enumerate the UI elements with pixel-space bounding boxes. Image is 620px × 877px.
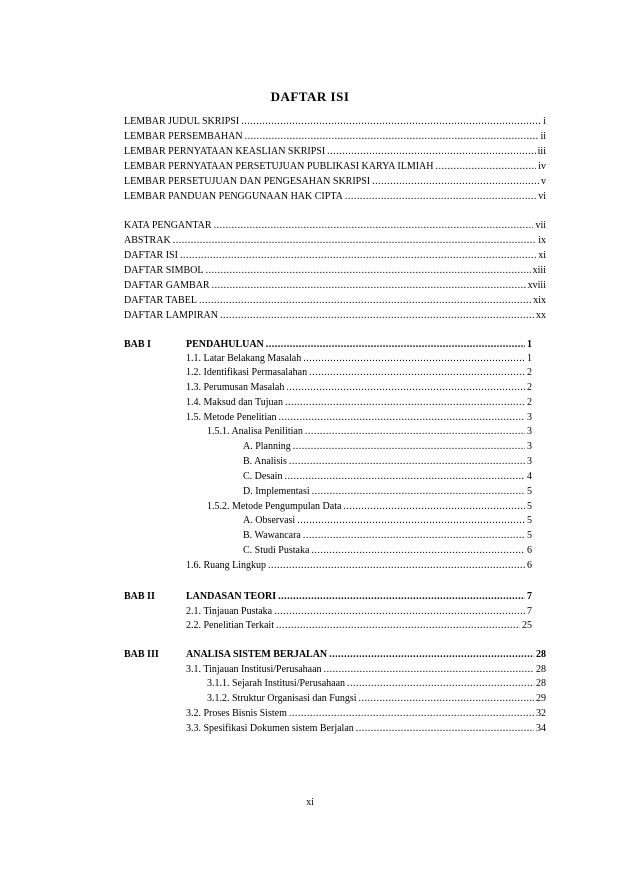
toc-label: LEMBAR JUDUL SKRIPSI: [124, 116, 240, 127]
toc-entry[interactable]: [124, 175, 546, 188]
toc-entry[interactable]: [243, 455, 532, 468]
dot-leader: [289, 455, 525, 468]
toc-page: 34: [536, 723, 546, 734]
toc-entry[interactable]: [124, 279, 546, 292]
toc-label: ABSTRAK: [124, 235, 171, 246]
chapter-heading[interactable]: [186, 338, 532, 351]
toc-page: 6: [527, 545, 532, 556]
toc-entry[interactable]: [207, 500, 532, 513]
page-title: DAFTAR ISI: [270, 89, 350, 104]
toc-page: 4: [527, 471, 532, 482]
toc-page: ii: [540, 131, 546, 142]
dot-leader: [303, 352, 525, 365]
toc-entry[interactable]: [124, 130, 546, 143]
dot-leader: [324, 663, 534, 676]
toc-entry[interactable]: [207, 425, 532, 438]
dot-leader: [279, 411, 525, 424]
dot-leader: [241, 115, 541, 128]
dot-leader: [305, 425, 525, 438]
dot-leader: [268, 559, 525, 572]
toc-page: 3: [527, 456, 532, 467]
toc-entry[interactable]: [207, 677, 546, 690]
toc-label: D. Implementasi: [243, 486, 310, 497]
toc-page: xi: [538, 250, 546, 261]
toc-label: 3.1. Tinjauan Institusi/Perusahaan: [186, 664, 322, 675]
dot-leader: [436, 160, 537, 173]
toc-label: 3.2. Proses Bisnis Sistem: [186, 708, 287, 719]
toc-entry[interactable]: [124, 219, 546, 232]
toc-page: 7: [527, 591, 532, 602]
toc-entry[interactable]: [243, 514, 532, 527]
toc-entry[interactable]: [186, 722, 546, 735]
dot-leader: [293, 440, 525, 453]
dot-leader: [285, 396, 525, 409]
toc-entry[interactable]: [124, 115, 546, 128]
toc-label: LEMBAR PERNYATAAN PERSETUJUAN PUBLIKASI KARYA ILMIAH: [124, 161, 434, 172]
toc-label: 3.1.1. Sejarah Institusi/Perusahaan: [207, 678, 346, 689]
toc-page: xviii: [527, 280, 546, 291]
toc-page: 25: [522, 620, 532, 631]
dot-leader: [359, 692, 534, 705]
toc-label: A. Observasi: [243, 515, 296, 526]
toc-label: 1.3. Perumusan Masalah: [186, 382, 285, 393]
dot-leader: [343, 500, 525, 513]
toc-entry[interactable]: [243, 485, 532, 498]
toc-page: vi: [538, 191, 546, 202]
chapter-number: BAB I: [124, 339, 151, 350]
toc-label: LEMBAR PERSETUJUAN DAN PENGESAHAN SKRIPSI: [124, 176, 371, 187]
toc-entry[interactable]: [124, 190, 546, 203]
toc-entry[interactable]: [186, 366, 532, 379]
dot-leader: [286, 381, 525, 394]
dot-leader: [356, 722, 534, 735]
toc-label: LEMBAR PERSEMBAHAN: [124, 131, 243, 142]
toc-page: 7: [527, 606, 532, 617]
toc-entry[interactable]: [186, 381, 532, 394]
toc-entry[interactable]: [124, 294, 546, 307]
dot-leader: [303, 529, 525, 542]
dot-leader: [311, 544, 525, 557]
toc-entry[interactable]: [186, 619, 532, 632]
toc-label: 2.1. Tinjauan Pustaka: [186, 606, 273, 617]
toc-entry[interactable]: [243, 544, 532, 557]
toc-page: xx: [536, 310, 546, 321]
toc-label: LEMBAR PANDUAN PENGGUNAAN HAK CIPTA: [124, 191, 343, 202]
toc-label: B. Wawancara: [243, 530, 301, 541]
page-number: xi: [306, 797, 314, 808]
toc-page: 2: [527, 397, 532, 408]
toc-page: iii: [537, 146, 546, 157]
toc-entry[interactable]: [124, 309, 546, 322]
toc-page: 2: [527, 367, 532, 378]
dot-leader: [173, 234, 537, 247]
toc-entry[interactable]: [124, 264, 546, 277]
toc-entry[interactable]: [243, 470, 532, 483]
chapter-heading[interactable]: [186, 648, 546, 661]
toc-page: 29: [536, 693, 546, 704]
toc-entry[interactable]: [186, 411, 532, 424]
toc-page: iv: [538, 161, 546, 172]
toc-page: 5: [527, 515, 532, 526]
toc-label: DAFTAR ISI: [124, 250, 178, 261]
toc-label: B. Analisis: [243, 456, 287, 467]
dot-leader: [199, 294, 531, 307]
dot-leader: [327, 145, 535, 158]
toc-entry[interactable]: [186, 605, 532, 618]
dot-leader: [309, 366, 525, 379]
toc-page: xix: [533, 295, 546, 306]
toc-label: A. Planning: [243, 441, 291, 452]
toc-entry[interactable]: [186, 663, 546, 676]
toc-entry[interactable]: [186, 396, 532, 409]
dot-leader: [266, 338, 525, 351]
dot-leader: [345, 190, 536, 203]
dot-leader: [347, 677, 534, 690]
dot-leader: [206, 264, 531, 277]
dot-leader: [220, 309, 534, 322]
toc-entry[interactable]: [124, 234, 546, 247]
dot-leader: [212, 279, 526, 292]
toc-page: 1: [527, 339, 532, 350]
dot-leader: [278, 590, 525, 603]
dot-leader: [245, 130, 539, 143]
toc-label: LEMBAR PERNYATAAN KEASLIAN SKRIPSI: [124, 146, 326, 157]
toc-entry[interactable]: [207, 692, 546, 705]
toc-page: 3: [527, 426, 532, 437]
dot-leader: [180, 249, 536, 262]
chapter-title: PENDAHULUAN: [186, 339, 264, 350]
chapter-title: LANDASAN TEORI: [186, 591, 277, 602]
toc-page: 2: [527, 382, 532, 393]
toc-entry[interactable]: [243, 529, 532, 542]
toc-label: 3.3. Spesifikasi Dokumen sistem Berjalan: [186, 723, 354, 734]
toc-label: KATA PENGANTAR: [124, 220, 212, 231]
toc-label: 1.5.1. Analisa Penilitian: [207, 426, 303, 437]
toc-page: 28: [536, 649, 546, 660]
chapter-title: ANALISA SISTEM BERJALAN: [186, 649, 328, 660]
toc-label: 1.5. Metode Penelitian: [186, 412, 277, 423]
toc-label: 1.2. Identifikasi Permasalahan: [186, 367, 308, 378]
toc-label: 3.1.2. Struktur Organisasi dan Fungsi: [207, 693, 357, 704]
toc-entry[interactable]: [243, 440, 532, 453]
toc-label: C. Desain: [243, 471, 283, 482]
dot-leader: [284, 470, 525, 483]
toc-page: 5: [527, 530, 532, 541]
toc-page: i: [543, 116, 546, 127]
dot-leader: [297, 514, 525, 527]
chapter-number: BAB III: [124, 649, 159, 660]
toc-label: 1.4. Maksud dan Tujuan: [186, 397, 283, 408]
chapter-heading[interactable]: [186, 590, 532, 603]
dot-leader: [214, 219, 534, 232]
toc-page: xiii: [532, 265, 546, 276]
toc-page: 5: [527, 486, 532, 497]
dot-leader: [372, 175, 539, 188]
dot-leader: [276, 619, 520, 632]
toc-entry[interactable]: [124, 160, 546, 173]
toc-page: 5: [527, 501, 532, 512]
chapter-number: BAB II: [124, 591, 155, 602]
toc-label: 2.2. Penelitian Terkait: [186, 620, 274, 631]
toc-label: DAFTAR GAMBAR: [124, 280, 210, 291]
toc-label: 1.6. Ruang Lingkup: [186, 560, 266, 571]
toc-label: 1.1. Latar Belakang Masalah: [186, 353, 302, 364]
toc-label: 1.5.2. Metode Pengumpulan Data: [207, 501, 342, 512]
toc-page: 6: [527, 560, 532, 571]
toc-page: ix: [538, 235, 546, 246]
dot-leader: [329, 648, 534, 661]
toc-entry[interactable]: [124, 145, 546, 158]
toc-page: 32: [536, 708, 546, 719]
toc-page: 3: [527, 412, 532, 423]
toc-entry[interactable]: [124, 249, 546, 262]
toc-label: DAFTAR TABEL: [124, 295, 197, 306]
dot-leader: [289, 707, 534, 720]
toc-page: 3: [527, 441, 532, 452]
toc-page: v: [541, 176, 546, 187]
toc-page: vii: [535, 220, 546, 231]
toc-page: 28: [536, 664, 546, 675]
toc-page: 1: [527, 353, 532, 364]
toc-entry[interactable]: [186, 559, 532, 572]
dot-leader: [312, 485, 525, 498]
toc-page: 28: [536, 678, 546, 689]
toc-entry[interactable]: [186, 352, 532, 365]
dot-leader: [274, 605, 525, 618]
toc-label: C. Studi Pustaka: [243, 545, 310, 556]
toc-label: DAFTAR LAMPIRAN: [124, 310, 218, 321]
toc-entry[interactable]: [186, 707, 546, 720]
toc-label: DAFTAR SIMBOL: [124, 265, 204, 276]
